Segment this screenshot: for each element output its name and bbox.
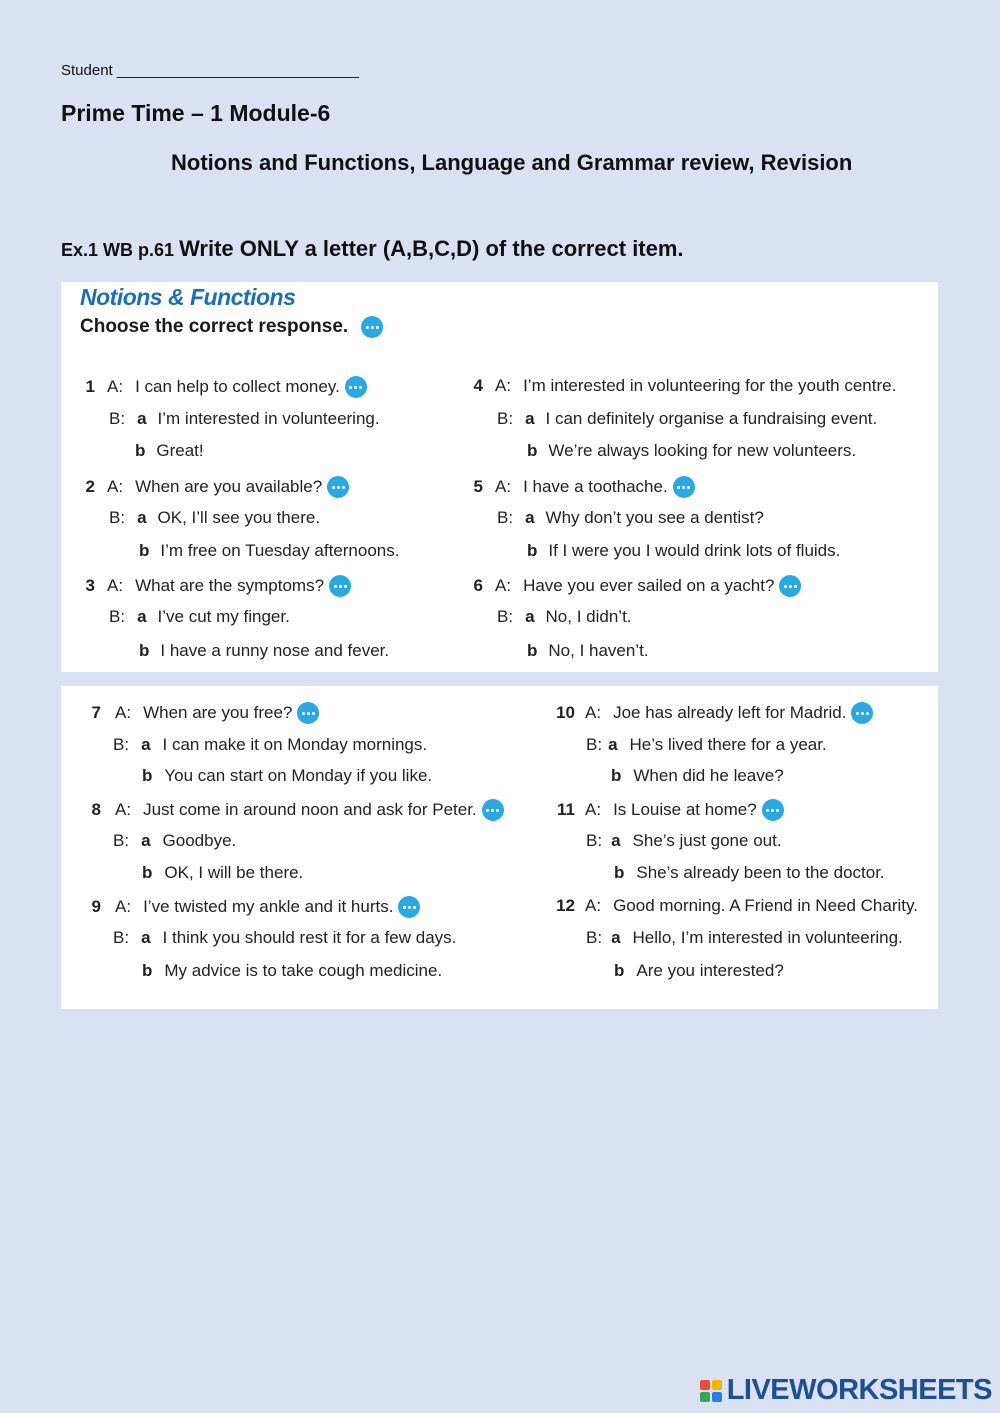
exercise-panel-2 <box>61 686 938 1009</box>
audio-icon[interactable] <box>851 702 873 724</box>
speaker-a: A: <box>107 377 124 396</box>
option-a-letter: a <box>525 409 535 428</box>
speaker-b: B: <box>109 607 126 626</box>
logo-mark-icon <box>700 1380 722 1402</box>
question-number: 2 <box>85 477 95 496</box>
prompt-text: I’m interested in volunteering for the youth centre. <box>523 376 897 395</box>
option-b-letter: b <box>527 441 538 460</box>
question-number: 6 <box>473 576 483 595</box>
option-b-letter: b <box>142 961 153 980</box>
question-number: 3 <box>85 576 95 595</box>
option-a-letter: a <box>137 508 147 527</box>
speaker-b: B: <box>497 409 514 428</box>
question-number: 10 <box>556 703 575 722</box>
speaker-b: B: <box>586 928 603 947</box>
option-a-letter: a <box>137 607 147 626</box>
question-number: 4 <box>473 376 483 395</box>
option-a-letter: a <box>137 409 147 428</box>
liveworksheets-logo[interactable] <box>700 1374 992 1407</box>
speaker-a: A: <box>115 897 132 916</box>
option-a-text: Hello, I’m interested in volunteering. <box>632 928 903 947</box>
option-a-letter: a <box>141 928 151 947</box>
option-b-text: I’m free on Tuesday afternoons. <box>160 541 400 560</box>
option-b-letter: b <box>527 641 538 660</box>
audio-icon[interactable] <box>327 476 349 498</box>
speaker-a: A: <box>495 376 512 395</box>
option-a-text: I can definitely organise a fundraising event. <box>545 409 878 428</box>
option-b-letter: b <box>614 961 625 980</box>
audio-icon[interactable] <box>762 799 784 821</box>
option-a-letter: a <box>525 508 535 527</box>
exercise-prefix: Ex.1 WB p.61 <box>61 240 175 260</box>
option-b-letter: b <box>135 441 146 460</box>
option-a-text: OK, I’ll see you there. <box>157 508 321 527</box>
option-a-text: Why don’t you see a dentist? <box>545 508 764 527</box>
option-a-letter: a <box>611 928 621 947</box>
prompt-text: I can help to collect money. <box>135 377 340 396</box>
speaker-a: A: <box>115 800 132 819</box>
option-b-letter: b <box>142 863 153 882</box>
option-a-text: No, I didn’t. <box>545 607 632 626</box>
option-b-text: I have a runny nose and fever. <box>160 641 390 660</box>
section-heading: Notions & Functions <box>80 284 296 310</box>
question-number: 11 <box>557 800 575 819</box>
question-number: 9 <box>91 897 101 916</box>
speaker-b: B: <box>497 607 514 626</box>
prompt-text: When are you free? <box>143 703 293 722</box>
speaker-b: B: <box>586 735 603 754</box>
section-instruction <box>80 316 383 338</box>
option-b-letter: b <box>139 541 150 560</box>
prompt-text: When are you available? <box>135 477 323 496</box>
prompt-text: Good morning. A Friend in Need Charity. <box>613 896 918 915</box>
speaker-b: B: <box>109 508 126 527</box>
audio-icon[interactable] <box>297 702 319 724</box>
exercise-instruction <box>61 236 684 262</box>
question-number: 7 <box>91 703 101 722</box>
option-a-text: I’ve cut my finger. <box>157 607 290 626</box>
audio-icon[interactable] <box>482 799 504 821</box>
option-b-text: No, I haven’t. <box>548 641 649 660</box>
speaker-b: B: <box>113 831 130 850</box>
option-a-text: Goodbye. <box>162 831 237 850</box>
audio-icon[interactable] <box>673 476 695 498</box>
speaker-b: B: <box>113 735 130 754</box>
exercise-text: Write ONLY a letter (A,B,C,D) of the correct item. <box>179 236 684 261</box>
question-number: 8 <box>91 800 101 819</box>
speaker-b: B: <box>113 928 130 947</box>
option-b-letter: b <box>527 541 538 560</box>
option-b-text: If I were you I would drink lots of fluids. <box>548 541 841 560</box>
prompt-text: Is Louise at home? <box>613 800 757 819</box>
option-a-letter: a <box>141 831 151 850</box>
prompt-text: Just come in around noon and ask for Peter. <box>143 800 477 819</box>
audio-icon[interactable] <box>361 316 383 338</box>
option-b-text: Are you interested? <box>636 961 784 980</box>
option-b-text: Great! <box>156 441 204 460</box>
option-b-letter: b <box>614 863 625 882</box>
question-number: 1 <box>85 377 95 396</box>
option-a-letter: a <box>611 831 621 850</box>
option-a-text: I can make it on Monday mornings. <box>162 735 428 754</box>
option-b-text: She’s already been to the doctor. <box>636 863 885 882</box>
exercise-panel-1 <box>61 282 938 672</box>
instruction-text: Choose the correct response. <box>80 316 349 337</box>
option-a-letter: a <box>141 735 151 754</box>
option-b-text: When did he leave? <box>633 766 784 785</box>
speaker-a: A: <box>115 703 132 722</box>
option-b-text: We’re always looking for new volunteers. <box>548 441 857 460</box>
option-a-text: He’s lived there for a year. <box>629 735 827 754</box>
speaker-a: A: <box>107 576 124 595</box>
option-b-letter: b <box>611 766 622 785</box>
audio-icon[interactable] <box>345 376 367 398</box>
speaker-b: B: <box>497 508 514 527</box>
question-number: 12 <box>556 896 575 915</box>
speaker-a: A: <box>495 477 512 496</box>
option-b-letter: b <box>142 766 153 785</box>
prompt-text: I have a toothache. <box>523 477 668 496</box>
speaker-a: A: <box>585 896 602 915</box>
speaker-a: A: <box>585 800 602 819</box>
prompt-text: I’ve twisted my ankle and it hurts. <box>143 897 394 916</box>
option-b-text: You can start on Monday if you like. <box>164 766 433 785</box>
option-a-letter: a <box>608 735 618 754</box>
option-a-text: She’s just gone out. <box>632 831 782 850</box>
option-b-text: OK, I will be there. <box>164 863 304 882</box>
audio-icon[interactable] <box>398 896 420 918</box>
option-a-letter: a <box>525 607 535 626</box>
option-b-letter: b <box>139 641 150 660</box>
question-number: 5 <box>473 477 483 496</box>
speaker-a: A: <box>107 477 124 496</box>
speaker-b: B: <box>586 831 603 850</box>
page-subtitle: Notions and Functions, Language and Grammar review, Revision <box>171 150 853 175</box>
student-name-field: Student _____________________________ <box>61 62 359 79</box>
speaker-a: A: <box>585 703 602 722</box>
speaker-b: B: <box>109 409 126 428</box>
logo-text: LIVEWORKSHEETS <box>726 1374 992 1406</box>
page-title: Prime Time – 1 Module-6 <box>61 100 331 126</box>
prompt-text: What are the symptoms? <box>135 576 325 595</box>
option-a-text: I think you should rest it for a few days. <box>162 928 457 947</box>
audio-icon[interactable] <box>779 575 801 597</box>
audio-icon[interactable] <box>329 575 351 597</box>
option-a-text: I’m interested in volunteering. <box>157 409 380 428</box>
prompt-text: Joe has already left for Madrid. <box>613 703 847 722</box>
option-b-text: My advice is to take cough medicine. <box>164 961 443 980</box>
speaker-a: A: <box>495 576 512 595</box>
prompt-text: Have you ever sailed on a yacht? <box>523 576 775 595</box>
